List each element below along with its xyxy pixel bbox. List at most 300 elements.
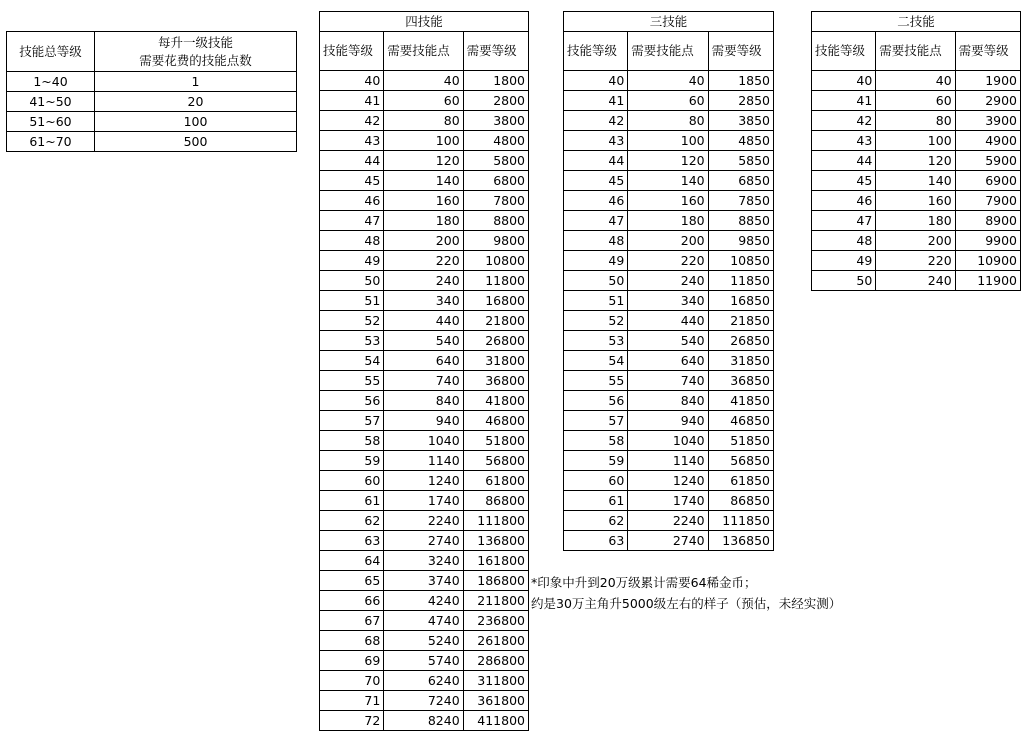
required-level-cell: 111800 [463, 511, 528, 531]
skill-points-cell: 140 [628, 171, 708, 191]
skill-points-cell: 2740 [384, 531, 463, 551]
skill-points-cell: 240 [384, 271, 463, 291]
table-row [564, 251, 774, 271]
skill-level-cell: 68 [320, 631, 384, 651]
table-row [320, 291, 529, 311]
skill-points-cell: 4240 [384, 591, 463, 611]
required-level-cell: 3900 [955, 111, 1020, 131]
skill-level-cell: 43 [564, 131, 628, 151]
required-level-cell: 86800 [463, 491, 528, 511]
skill-level-cell: 50 [320, 271, 384, 291]
table-row [320, 571, 529, 591]
required-level-cell: 6800 [463, 171, 528, 191]
skill-level-cell: 50 [564, 271, 628, 291]
table-row [320, 451, 529, 471]
header-skill-level: 技能等级 [320, 32, 384, 71]
skill-level-cell: 67 [320, 611, 384, 631]
header-required-level: 需要等级 [463, 32, 528, 71]
skill-points-cell: 340 [628, 291, 708, 311]
skill-level-cell: 45 [320, 171, 384, 191]
required-level-cell: 411800 [463, 711, 528, 731]
skill-points-cell: 160 [628, 191, 708, 211]
required-level-cell: 56850 [708, 451, 773, 471]
skill-level-cell: 49 [812, 251, 876, 271]
skill-level-cell: 70 [320, 671, 384, 691]
skill-level-cell: 45 [564, 171, 628, 191]
required-level-cell: 6850 [708, 171, 773, 191]
table-row [320, 551, 529, 571]
skill-level-cell: 60 [564, 471, 628, 491]
skill-points-cell: 740 [384, 371, 463, 391]
skill-points-cell: 80 [876, 111, 955, 131]
required-level-cell: 261800 [463, 631, 528, 651]
points-per-level-cell: 500 [95, 132, 297, 152]
skill-level-cell: 64 [320, 551, 384, 571]
table-row [564, 491, 774, 511]
table-row [812, 171, 1021, 191]
table-row [320, 331, 529, 351]
table-title-row [320, 12, 529, 32]
skill-points-cell: 1040 [628, 431, 708, 451]
required-level-cell: 10900 [955, 251, 1020, 271]
skill-level-cell: 41 [812, 91, 876, 111]
skill-points-cell: 240 [628, 271, 708, 291]
required-level-cell: 36850 [708, 371, 773, 391]
table-row [812, 111, 1021, 131]
required-level-cell: 21800 [463, 311, 528, 331]
skill-points-cell: 60 [876, 91, 955, 111]
skill-points-cell: 120 [384, 151, 463, 171]
table-row [564, 311, 774, 331]
skill-points-cell: 1740 [384, 491, 463, 511]
skill-level-cell: 63 [564, 531, 628, 551]
skill-points-cell: 100 [876, 131, 955, 151]
required-level-cell: 21850 [708, 311, 773, 331]
skill-level-cell: 47 [564, 211, 628, 231]
skill-points-cell: 1240 [628, 471, 708, 491]
skill-level-cell: 72 [320, 711, 384, 731]
table-row [564, 271, 774, 291]
skill-points-cell: 80 [384, 111, 463, 131]
skill-level-cell: 40 [812, 71, 876, 91]
table-title: 三技能 [564, 12, 774, 32]
required-level-cell: 9850 [708, 231, 773, 251]
table-row [564, 331, 774, 351]
skill-level-cell: 52 [320, 311, 384, 331]
required-level-cell: 161800 [463, 551, 528, 571]
skill-level-cell: 71 [320, 691, 384, 711]
skill-points-cell: 640 [628, 351, 708, 371]
required-level-cell: 26850 [708, 331, 773, 351]
required-level-cell: 8850 [708, 211, 773, 231]
skill-points-cell: 160 [876, 191, 955, 211]
table-row [320, 651, 529, 671]
skill-points-cell: 540 [384, 331, 463, 351]
required-level-cell: 1900 [955, 71, 1020, 91]
table-row [320, 311, 529, 331]
skill-level-cell: 58 [320, 431, 384, 451]
skill-level-cell: 62 [564, 511, 628, 531]
required-level-cell: 2850 [708, 91, 773, 111]
skill-level-cell: 47 [320, 211, 384, 231]
note-line-2: 约是30万主角升5000级左右的样子（预估，未经实测） [531, 596, 842, 611]
table-row [320, 111, 529, 131]
table-row [320, 131, 529, 151]
skill-points-cell: 2240 [628, 511, 708, 531]
required-level-cell: 211800 [463, 591, 528, 611]
skill-points-cell: 80 [628, 111, 708, 131]
skill-points-cell: 6240 [384, 671, 463, 691]
header-skill-points: 需要技能点 [384, 32, 463, 71]
skill-points-cell: 2240 [384, 511, 463, 531]
skill-points-cell: 5240 [384, 631, 463, 651]
points-per-level-cell: 1 [95, 72, 297, 92]
skill-points-cell: 7240 [384, 691, 463, 711]
table-row [564, 71, 774, 91]
table-row [320, 631, 529, 651]
skill-points-cell: 5740 [384, 651, 463, 671]
skill-points-cell: 3240 [384, 551, 463, 571]
summary-header-row [7, 32, 297, 72]
skill-points-cell: 220 [876, 251, 955, 271]
points-per-level-cell: 100 [95, 112, 297, 132]
table-row [7, 72, 297, 92]
skill-level-cell: 43 [320, 131, 384, 151]
skill-level-cell: 41 [564, 91, 628, 111]
skill-level-cell: 46 [320, 191, 384, 211]
skill-points-cell: 1040 [384, 431, 463, 451]
skill-level-cell: 53 [320, 331, 384, 351]
skill-points-cell: 180 [628, 211, 708, 231]
required-level-cell: 51800 [463, 431, 528, 451]
skill-level-cell: 50 [812, 271, 876, 291]
skill-points-cell: 200 [876, 231, 955, 251]
skill-level-cell: 47 [812, 211, 876, 231]
skill-level-cell: 63 [320, 531, 384, 551]
skill-points-cell: 40 [628, 71, 708, 91]
skill-point-cost-table [6, 31, 297, 152]
table-header-row [564, 32, 774, 71]
table-row [564, 211, 774, 231]
required-level-cell: 4900 [955, 131, 1020, 151]
skill-points-cell: 440 [384, 311, 463, 331]
skill-points-cell: 40 [384, 71, 463, 91]
required-level-cell: 86850 [708, 491, 773, 511]
skill-level-cell: 51 [564, 291, 628, 311]
table-row [564, 291, 774, 311]
required-level-cell: 236800 [463, 611, 528, 631]
skill-points-cell: 840 [628, 391, 708, 411]
skill-level-cell: 57 [320, 411, 384, 431]
skill-points-cell: 220 [628, 251, 708, 271]
table-row [320, 171, 529, 191]
table-row [564, 131, 774, 151]
summary-header-total-level: 技能总等级 [7, 32, 95, 72]
skill-table-4 [319, 11, 529, 731]
table-row [812, 271, 1021, 291]
table-row [564, 171, 774, 191]
skill-level-cell: 48 [320, 231, 384, 251]
table-row [320, 431, 529, 451]
skill-level-cell: 57 [564, 411, 628, 431]
skill-points-cell: 200 [384, 231, 463, 251]
table-row [320, 231, 529, 251]
skill-level-cell: 48 [812, 231, 876, 251]
skill-level-cell: 60 [320, 471, 384, 491]
table-row [812, 131, 1021, 151]
table-row [564, 371, 774, 391]
skill-level-cell: 69 [320, 651, 384, 671]
required-level-cell: 56800 [463, 451, 528, 471]
header-skill-level: 技能等级 [564, 32, 628, 71]
table-row [320, 711, 529, 731]
required-level-cell: 46850 [708, 411, 773, 431]
skill-level-cell: 43 [812, 131, 876, 151]
required-level-cell: 1850 [708, 71, 773, 91]
required-level-cell: 10850 [708, 251, 773, 271]
skill-points-cell: 3740 [384, 571, 463, 591]
required-level-cell: 286800 [463, 651, 528, 671]
level-range-cell: 1~40 [7, 72, 95, 92]
table-row [564, 351, 774, 371]
skill-level-cell: 55 [320, 371, 384, 391]
required-level-cell: 9900 [955, 231, 1020, 251]
skill-points-cell: 220 [384, 251, 463, 271]
level-range-cell: 41~50 [7, 92, 95, 112]
skill-table-3 [563, 11, 774, 551]
skill-level-cell: 55 [564, 371, 628, 391]
table-row [7, 132, 297, 152]
required-level-cell: 111850 [708, 511, 773, 531]
skill-level-cell: 48 [564, 231, 628, 251]
table-row [812, 251, 1021, 271]
table-row [564, 91, 774, 111]
table-header-row [812, 32, 1021, 71]
skill-level-cell: 59 [320, 451, 384, 471]
skill-points-cell: 8240 [384, 711, 463, 731]
skill-points-cell: 140 [384, 171, 463, 191]
skill-level-cell: 41 [320, 91, 384, 111]
table-row [812, 71, 1021, 91]
required-level-cell: 61800 [463, 471, 528, 491]
table-row [320, 671, 529, 691]
table-row [564, 411, 774, 431]
skill-level-cell: 42 [564, 111, 628, 131]
required-level-cell: 8800 [463, 211, 528, 231]
skill-level-cell: 54 [320, 351, 384, 371]
table-row [320, 371, 529, 391]
skill-level-cell: 44 [564, 151, 628, 171]
skill-level-cell: 45 [812, 171, 876, 191]
table-row [320, 391, 529, 411]
required-level-cell: 4850 [708, 131, 773, 151]
required-level-cell: 5800 [463, 151, 528, 171]
skill-points-cell: 140 [876, 171, 955, 191]
required-level-cell: 5900 [955, 151, 1020, 171]
required-level-cell: 4800 [463, 131, 528, 151]
skill-points-cell: 440 [628, 311, 708, 331]
table-row [320, 91, 529, 111]
skill-level-cell: 66 [320, 591, 384, 611]
skill-points-cell: 1740 [628, 491, 708, 511]
skill-table-2 [811, 11, 1021, 291]
table-row [320, 71, 529, 91]
skill-points-cell: 100 [628, 131, 708, 151]
table-row [320, 611, 529, 631]
required-level-cell: 51850 [708, 431, 773, 451]
table-row [320, 511, 529, 531]
skill-level-cell: 53 [564, 331, 628, 351]
header-skill-points: 需要技能点 [628, 32, 708, 71]
table-row [564, 471, 774, 491]
skill-level-cell: 46 [812, 191, 876, 211]
required-level-cell: 11850 [708, 271, 773, 291]
required-level-cell: 2900 [955, 91, 1020, 111]
required-level-cell: 61850 [708, 471, 773, 491]
skill-points-cell: 100 [384, 131, 463, 151]
header-skill-level: 技能等级 [812, 32, 876, 71]
skill-points-cell: 240 [876, 271, 955, 291]
skill-points-cell: 940 [384, 411, 463, 431]
table-row [564, 431, 774, 451]
required-level-cell: 2800 [463, 91, 528, 111]
required-level-cell: 3800 [463, 111, 528, 131]
table-row [564, 451, 774, 471]
skill-level-cell: 59 [564, 451, 628, 471]
skill-level-cell: 51 [320, 291, 384, 311]
skill-level-cell: 58 [564, 431, 628, 451]
skill-points-cell: 740 [628, 371, 708, 391]
skill-level-cell: 42 [320, 111, 384, 131]
required-level-cell: 3850 [708, 111, 773, 131]
table-row [7, 92, 297, 112]
required-level-cell: 46800 [463, 411, 528, 431]
level-range-cell: 61~70 [7, 132, 95, 152]
skill-level-cell: 54 [564, 351, 628, 371]
table-row [320, 691, 529, 711]
required-level-cell: 1800 [463, 71, 528, 91]
skill-level-cell: 65 [320, 571, 384, 591]
table-row [320, 191, 529, 211]
table-row [320, 351, 529, 371]
skill-points-cell: 1140 [628, 451, 708, 471]
skill-points-cell: 160 [384, 191, 463, 211]
table-row [564, 391, 774, 411]
skill-points-cell: 40 [876, 71, 955, 91]
table-header-row [320, 32, 529, 71]
skill-points-cell: 4740 [384, 611, 463, 631]
note-line-1: *印象中升到20万级累计需要64稀金币； [531, 575, 757, 590]
required-level-cell: 41850 [708, 391, 773, 411]
skill-level-cell: 40 [320, 71, 384, 91]
skill-points-cell: 180 [384, 211, 463, 231]
required-level-cell: 311800 [463, 671, 528, 691]
skill-points-cell: 120 [628, 151, 708, 171]
required-level-cell: 41800 [463, 391, 528, 411]
skill-points-cell: 120 [876, 151, 955, 171]
table-row [320, 271, 529, 291]
table-row [320, 531, 529, 551]
table-title: 四技能 [320, 12, 529, 32]
summary-header-points-per-level [95, 32, 297, 72]
table-row [564, 531, 774, 551]
table-row [812, 91, 1021, 111]
table-title: 二技能 [812, 12, 1021, 32]
skill-level-cell: 44 [812, 151, 876, 171]
skill-points-cell: 340 [384, 291, 463, 311]
required-level-cell: 16850 [708, 291, 773, 311]
required-level-cell: 361800 [463, 691, 528, 711]
required-level-cell: 6900 [955, 171, 1020, 191]
header-required-level: 需要等级 [708, 32, 773, 71]
summary-header-points-line: 每升一级技能 需要花费的技能点数 [139, 34, 252, 68]
table-row [564, 231, 774, 251]
table-row [320, 471, 529, 491]
table-row [320, 251, 529, 271]
skill-points-cell: 60 [384, 91, 463, 111]
required-level-cell: 31850 [708, 351, 773, 371]
level-range-cell: 51~60 [7, 112, 95, 132]
skill-points-cell: 2740 [628, 531, 708, 551]
skill-level-cell: 56 [564, 391, 628, 411]
required-level-cell: 136800 [463, 531, 528, 551]
skill-level-cell: 56 [320, 391, 384, 411]
required-level-cell: 136850 [708, 531, 773, 551]
required-level-cell: 31800 [463, 351, 528, 371]
required-level-cell: 5850 [708, 151, 773, 171]
table-row [320, 411, 529, 431]
table-row [320, 211, 529, 231]
skill-level-cell: 44 [320, 151, 384, 171]
skill-level-cell: 40 [564, 71, 628, 91]
skill-points-cell: 200 [628, 231, 708, 251]
table-row [812, 191, 1021, 211]
skill-level-cell: 61 [320, 491, 384, 511]
skill-level-cell: 61 [564, 491, 628, 511]
table-row [564, 191, 774, 211]
skill-level-cell: 49 [564, 251, 628, 271]
required-level-cell: 36800 [463, 371, 528, 391]
table-row [812, 231, 1021, 251]
required-level-cell: 186800 [463, 571, 528, 591]
skill-level-cell: 49 [320, 251, 384, 271]
header-required-level: 需要等级 [955, 32, 1020, 71]
table-row [812, 151, 1021, 171]
table-row [564, 111, 774, 131]
required-level-cell: 11800 [463, 271, 528, 291]
table-row [812, 211, 1021, 231]
required-level-cell: 11900 [955, 271, 1020, 291]
table-row [564, 151, 774, 171]
required-level-cell: 7800 [463, 191, 528, 211]
table-row [320, 151, 529, 171]
table-title-row [564, 12, 774, 32]
required-level-cell: 16800 [463, 291, 528, 311]
skill-level-cell: 52 [564, 311, 628, 331]
header-skill-points: 需要技能点 [876, 32, 955, 71]
skill-level-cell: 46 [564, 191, 628, 211]
table-title-row [812, 12, 1021, 32]
required-level-cell: 9800 [463, 231, 528, 251]
skill-points-cell: 60 [628, 91, 708, 111]
skill-level-cell: 62 [320, 511, 384, 531]
skill-points-cell: 180 [876, 211, 955, 231]
required-level-cell: 8900 [955, 211, 1020, 231]
skill-points-cell: 1240 [384, 471, 463, 491]
table-row [7, 112, 297, 132]
table-row [564, 511, 774, 531]
required-level-cell: 7850 [708, 191, 773, 211]
